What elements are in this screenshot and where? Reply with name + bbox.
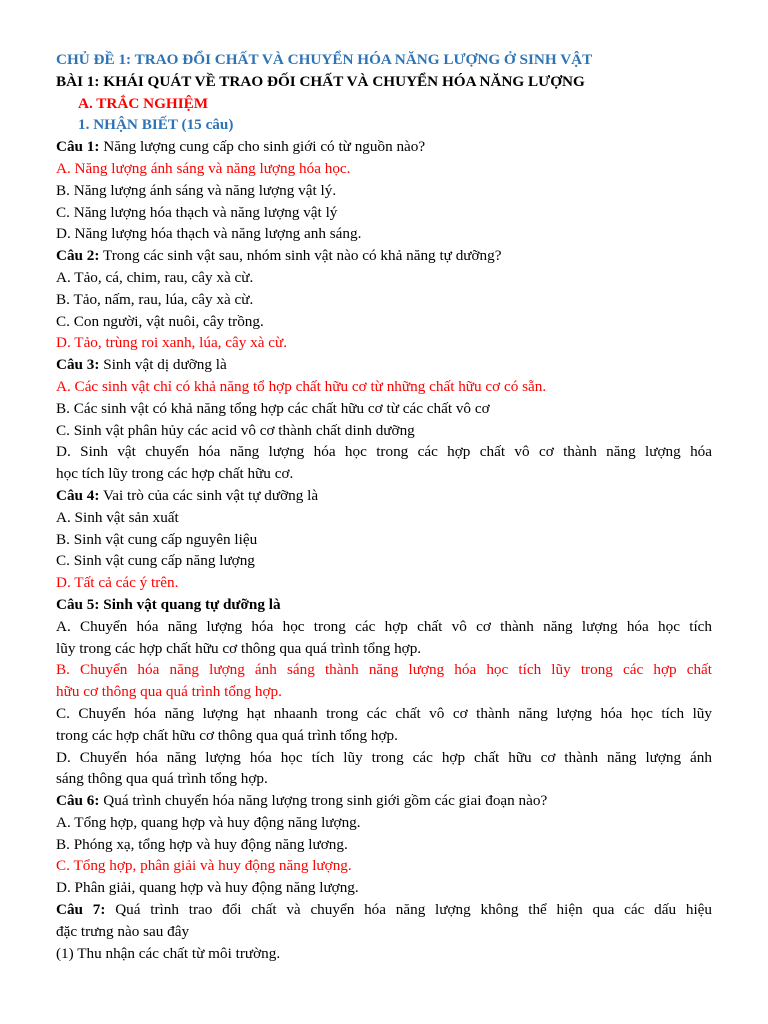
q4-option-b: B. Sinh vật cung cấp nguyên liệu [56, 530, 258, 548]
q1-option-b: B. Năng lượng ánh sáng và năng lượng vật lý. [56, 181, 337, 199]
q6-option-a: A. Tổng hợp, quang hợp và huy động năng lượng. [56, 813, 361, 831]
q5-option-c-line-1: C. Chuyển hóa năng lượng hạt nhaanh trong các chất vô cơ thành năng lượng hóa học tích lũy [56, 704, 712, 722]
q4-option-a: A. Sinh vật sản xuất [56, 508, 179, 526]
q6-option-c: C. Tổng hợp, phân giải và huy động năng lượng. [56, 857, 352, 875]
question-label: Câu 4: [56, 486, 100, 504]
question-text: Quá trình chuyển hóa năng lượng trong sinh giới gồm các giai đoạn nào? [99, 792, 548, 810]
question-text: Năng lượng cung cấp cho sinh giới có từ nguồn nào? [99, 138, 426, 156]
question-text: Sinh vật dị dưỡng là [99, 356, 227, 374]
question-2 [56, 245, 712, 267]
q5-option-d-line-1: D. Chuyển hóa năng lượng hóa học tích lũy trong các hợp chất hữu cơ thành năng lượng ánh [56, 748, 712, 766]
question-7 [56, 899, 712, 921]
q2-option-c: C. Con người, vật nuôi, cây trồng. [56, 312, 264, 330]
question-label: Câu 1: [56, 138, 100, 156]
question-label: Câu 6: [56, 792, 100, 810]
question-text: Trong các sinh vật sau, nhóm sinh vật nào có khả năng tự dưỡng? [99, 247, 502, 265]
q7-item-1: (1) Thu nhận các chất từ môi trường. [56, 944, 281, 962]
question-6 [56, 790, 712, 812]
subsection-heading: 1. NHẬN BIẾT (15 câu) [78, 116, 234, 134]
q1-option-d: D. Năng lượng hóa thạch và năng lượng anh sáng. [56, 225, 362, 243]
q3-option-d-line-2: học tích lũy trong các hợp chất hữu cơ. [56, 465, 294, 483]
question-7-line-2: đặc trưng nào sau đây [56, 922, 190, 940]
q3-option-d-line-1: D. Sinh vật chuyển hóa năng lượng hóa học trong các hợp chất vô cơ thành năng lượng hóa [56, 443, 712, 461]
q4-option-d: D. Tất cả các ý trên. [56, 574, 179, 592]
question-1 [56, 136, 712, 158]
question-text: Quá trình trao đổi chất và chuyển hóa năng lượng không thể hiện qua các dấu hiệu [105, 901, 712, 919]
q5-option-c-line-2: trong các hợp chất hữu cơ thông qua quá trình tổng hợp. [56, 726, 398, 744]
q2-option-d: D. Tảo, trùng roi xanh, lúa, cây xà cừ. [56, 334, 288, 352]
q5-option-a-line-1: A. Chuyển hóa năng lượng hóa học trong các hợp chất vô cơ thành năng lượng hóa học tích [56, 617, 712, 635]
q3-option-b: B. Các sinh vật có khả năng tổng hợp các chất hữu cơ từ các chất vô cơ [56, 399, 490, 417]
q6-option-b: B. Phóng xạ, tổng hợp và huy động năng lương. [56, 835, 348, 853]
q2-option-b: B. Tảo, nấm, rau, lúa, cây xà cừ. [56, 290, 254, 308]
q1-option-a: A. Năng lượng ánh sáng và năng lượng hóa học. [56, 159, 351, 177]
question-3 [56, 354, 712, 376]
question-5: Câu 5: Sinh vật quang tự dưỡng là [56, 595, 281, 613]
section-heading: A. TRẮC NGHIỆM [78, 94, 209, 112]
q5-option-b-line-1: B. Chuyển hóa năng lượng ánh sáng thành năng lượng hóa học tích lũy trong các hợp chất [56, 661, 712, 679]
q3-option-c: C. Sinh vật phân hủy các acid vô cơ thành chất dinh dưỡng [56, 421, 415, 439]
question-label: Câu 7: [56, 901, 106, 919]
q2-option-a: A. Tảo, cá, chim, rau, cây xà cừ. [56, 268, 254, 286]
q5-option-b-line-2: hữu cơ thông qua quá trình tổng hợp. [56, 683, 282, 701]
lesson-heading: BÀI 1: KHÁI QUÁT VỀ TRAO ĐỐI CHẤT VÀ CHUYỂN HÓA NĂNG LƯỢNG [56, 72, 585, 90]
q5-option-a-line-2: lũy trong các hợp chất hữu cơ thông qua quá trình tổng hợp. [56, 639, 422, 657]
chapter-heading: CHỦ ĐỀ 1: TRAO ĐỔI CHẤT VÀ CHUYỂN HÓA NĂNG LƯỢNG Ở SINH VẬT [56, 51, 593, 68]
q6-option-d: D. Phân giải, quang hợp và huy động năng lượng. [56, 879, 359, 897]
q5-option-d-line-2: sáng thông qua quá trình tổng hợp. [56, 770, 268, 788]
q3-option-a: A. Các sinh vật chỉ có khả năng tổ hợp chất hữu cơ từ những chất hữu cơ có sẵn. [56, 377, 547, 395]
question-label: Câu 2: [56, 247, 100, 265]
question-label: Câu 3: [56, 356, 100, 374]
question-text: Vai trò của các sinh vật tự dưỡng là [99, 486, 319, 504]
q1-option-c: C. Năng lượng hóa thạch và năng lượng vật lý [56, 203, 338, 221]
question-4 [56, 485, 712, 507]
q4-option-c: C. Sinh vật cung cấp năng lượng [56, 552, 255, 570]
